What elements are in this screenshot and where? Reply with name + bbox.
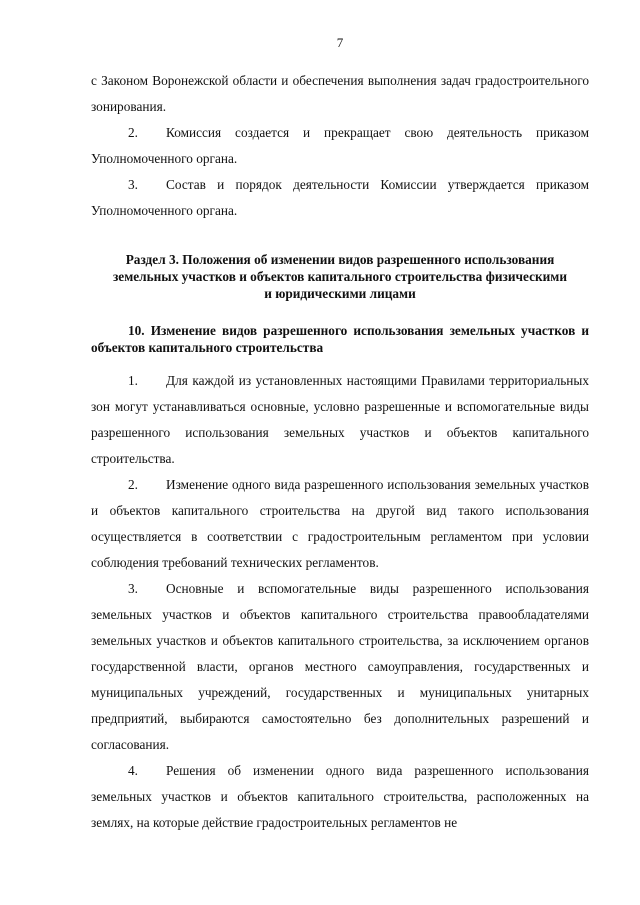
item-text: Для каждой из установленных настоящими Правилами территориальных зон могут устанавливаться основные, условно разрешенные и вспомогательные виды разрешенного использования земельных участков и объектов капитального строительства.	[91, 373, 589, 466]
section-heading: Раздел 3. Положения об изменении видов разрешенного использования земельных участков и объектов капитального строительства физическими и юридическими лицами	[112, 252, 568, 301]
item-text: Состав и порядок деятельности Комиссии утверждается приказом Уполномоченного органа.	[91, 177, 589, 218]
item-text: Изменение одного вида разрешенного использования земельных участков и объектов капитального строительства на другой вид такого использования осуществляется в соответствии с градостроительным регламентом при условии соблюдения требований технических регламентов.	[91, 477, 589, 570]
item-number: 2.	[128, 125, 138, 140]
paragraph-item	[91, 120, 589, 172]
article-heading: 10. Изменение видов разрешенного использования земельных участков и объектов капитального строительства	[91, 323, 589, 355]
item-number: 3.	[128, 581, 138, 596]
item-number: 1.	[128, 373, 138, 388]
continuation-paragraph: с Законом Воронежской области и обеспечения выполнения задач градостроительного зонирования.	[91, 73, 589, 114]
paragraph-item	[91, 576, 589, 758]
item-number: 4.	[128, 763, 138, 778]
item-number: 2.	[128, 477, 138, 492]
paragraph-item	[91, 172, 589, 224]
item-number: 3.	[128, 177, 138, 192]
page-content	[91, 68, 589, 836]
paragraph-item	[91, 472, 589, 576]
item-text: Основные и вспомогательные виды разрешенного использования земельных участков и объектов капитального строительства правообладателями земельных участков и объектов капитального строительства, за исключением органов государственной власти, органов местного самоуправления, государственных и муниципальных учреждений, государственных и муниципальных унитарных предприятий, выбираются самостоятельно без дополнительных разрешений и согласования.	[91, 581, 589, 752]
item-text: Решения об изменении одного вида разрешенного использования земельных участков и объектов капитального строительства, расположенных на землях, на которые действие градостроительных регламентов не	[91, 763, 589, 830]
page-number: 7	[336, 35, 344, 50]
paragraph-item	[91, 368, 589, 472]
paragraph-item	[91, 758, 589, 836]
item-text: Комиссия создается и прекращает свою деятельность приказом Уполномоченного органа.	[91, 125, 589, 166]
